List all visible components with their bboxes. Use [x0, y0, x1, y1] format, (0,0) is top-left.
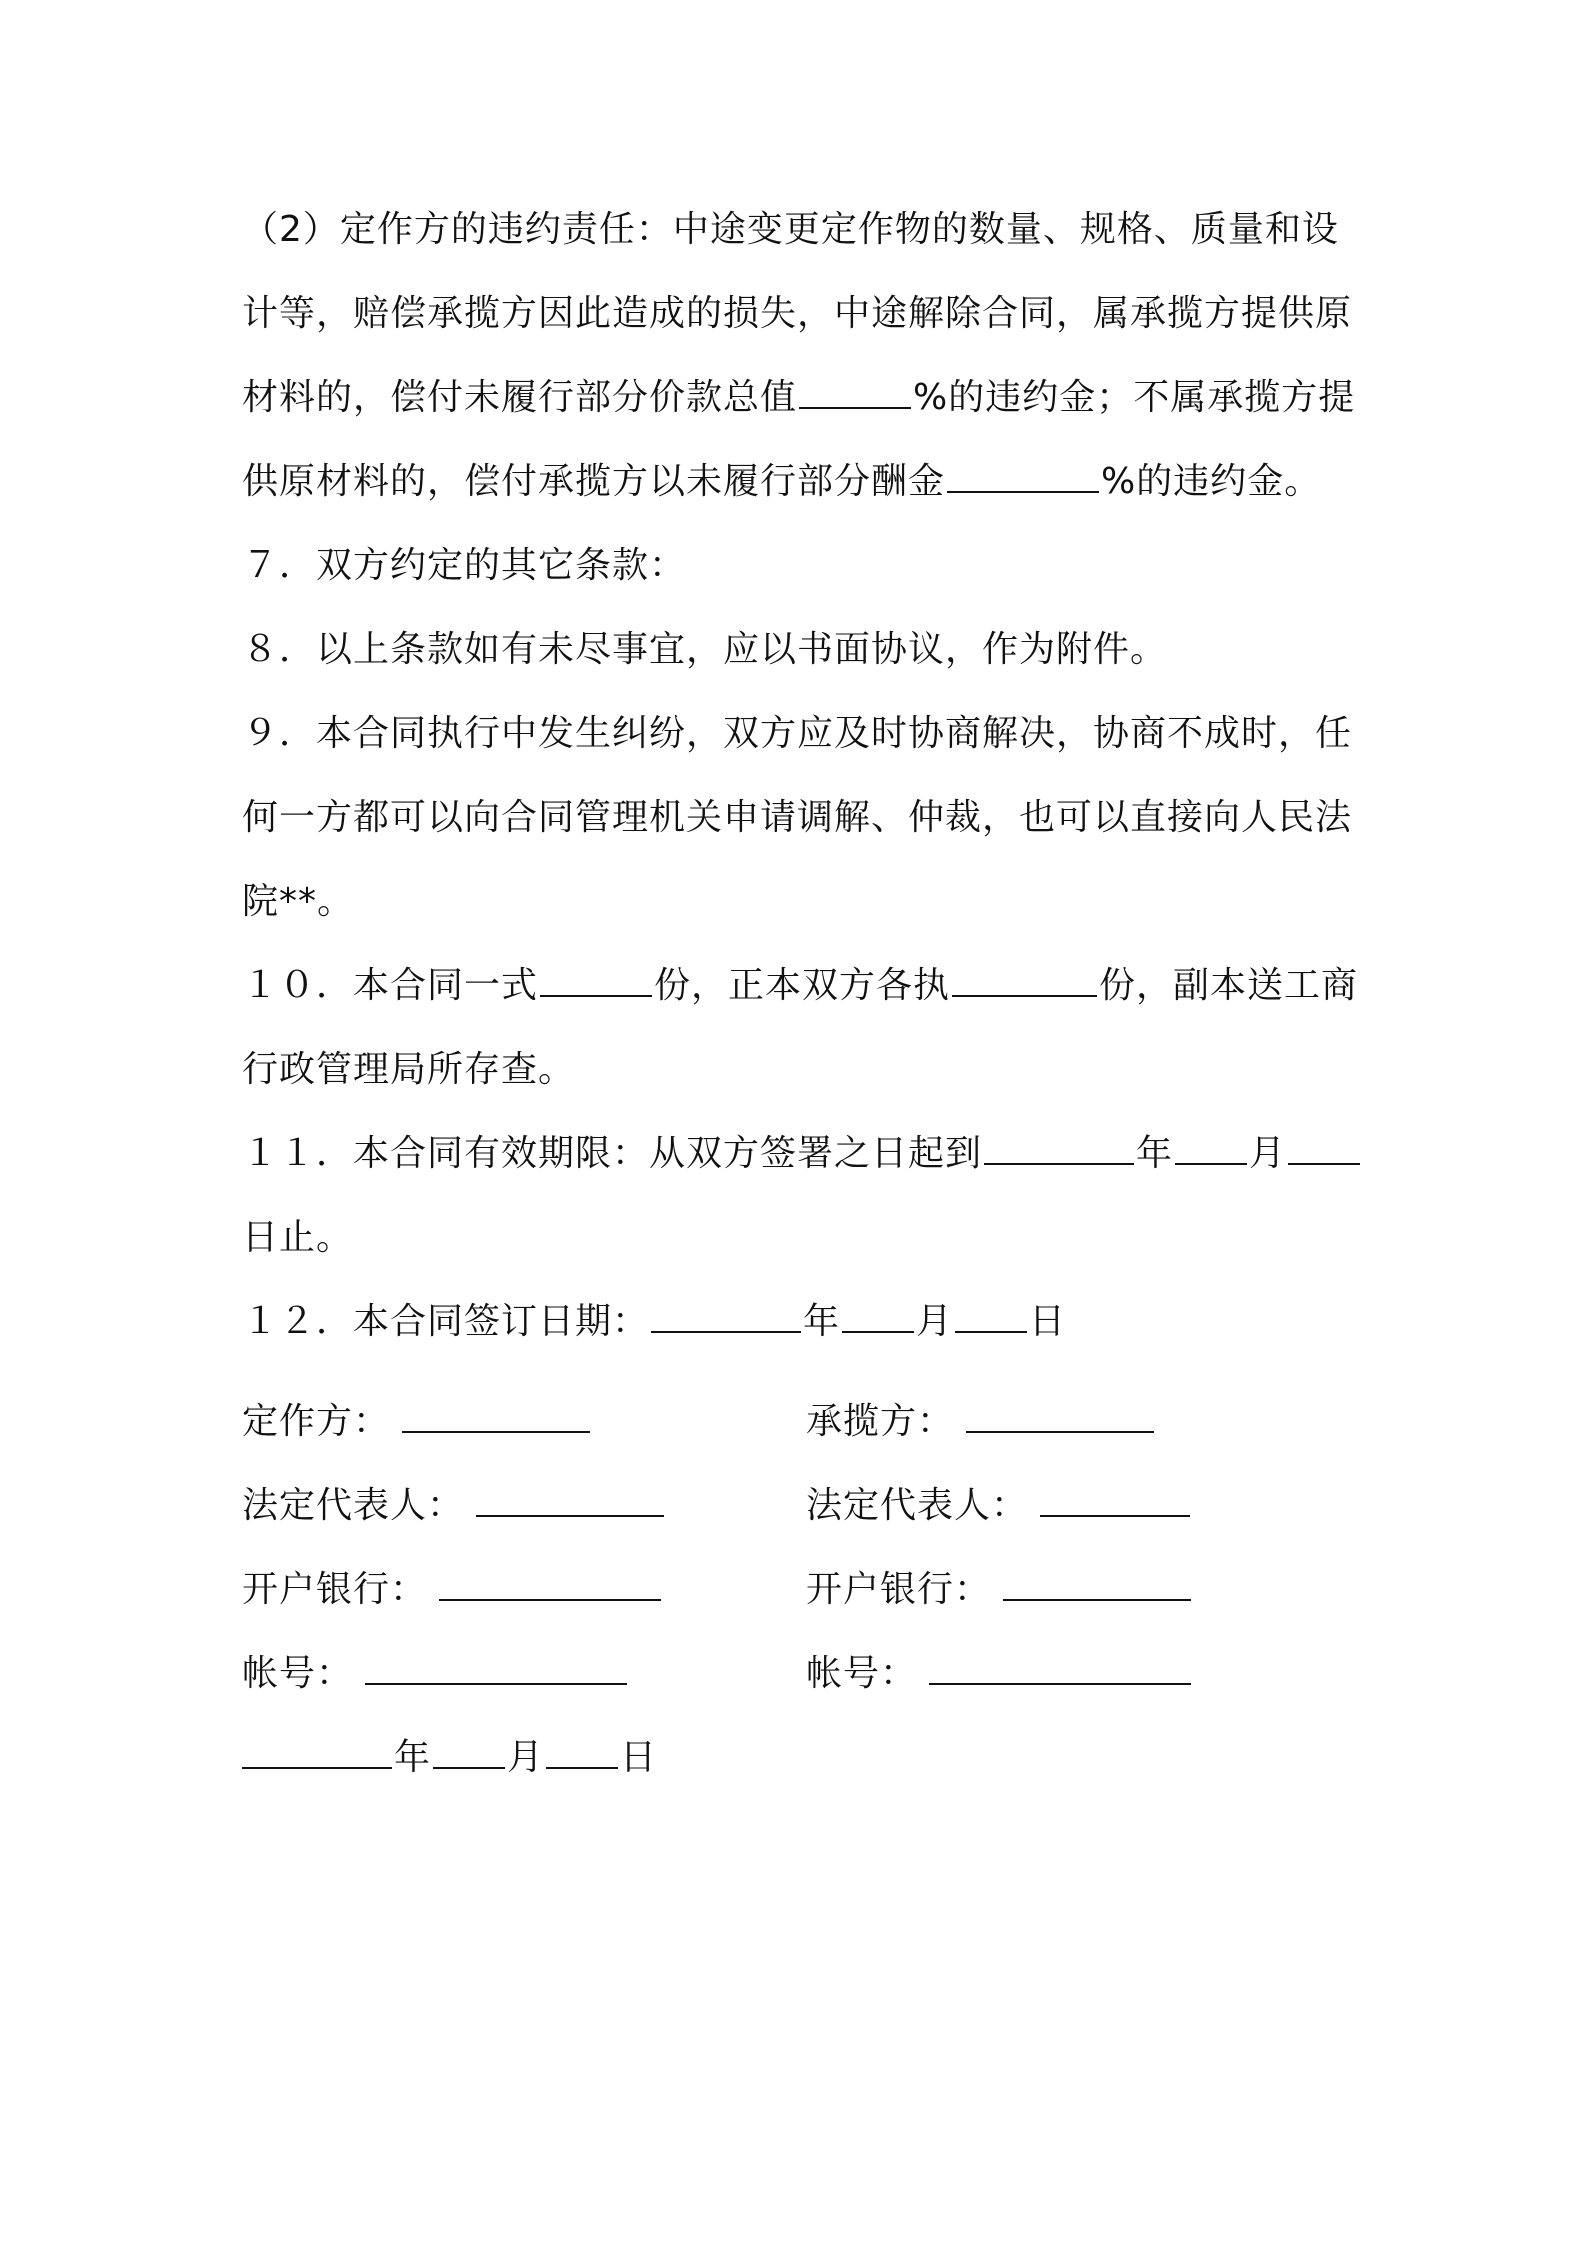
final-month-label: 月 — [507, 1737, 545, 1778]
copies-total-blank — [540, 965, 652, 997]
clause-6-2-line-2: 计等，赔偿承揽方因此造成的损失，中途解除合同，属承揽方提供原 — [242, 293, 1353, 334]
right-representative-row — [806, 1476, 1192, 1536]
left-representative-row — [242, 1476, 666, 1536]
right-account-label: 帐号： — [806, 1653, 918, 1694]
clause-9-line-3: 院**。 — [242, 881, 355, 922]
clause-11-text: １１．本合同有效期限：从双方签署之日起到 — [242, 1133, 983, 1174]
clause-6-2-line-4-tail: %的违约金。 — [1101, 461, 1322, 502]
right-party-label: 承揽方： — [806, 1401, 955, 1442]
clause-8 — [242, 608, 1362, 692]
clause-10-line-1 — [242, 944, 1362, 1028]
clause-6-2 — [242, 188, 1362, 524]
clause-10-text-c: 份，副本送工商 — [1099, 965, 1359, 1006]
clause-12 — [242, 1280, 1362, 1364]
signing-day-blank — [955, 1301, 1027, 1333]
right-bank-label: 开户银行： — [806, 1569, 992, 1610]
expiry-year-blank — [984, 1133, 1134, 1165]
clause-11-line-2: 日止。 — [242, 1217, 354, 1258]
clause-11-year-label: 年 — [1136, 1133, 1174, 1174]
total-price-percent-blank — [799, 377, 911, 409]
final-year-label: 年 — [394, 1737, 432, 1778]
clause-11 — [242, 1112, 1362, 1280]
copies-each-blank — [952, 965, 1097, 997]
clause-11-line-1 — [242, 1112, 1362, 1196]
clause-9 — [242, 692, 1362, 944]
final-date-row — [242, 1728, 657, 1788]
clause-6-2-line-3-text: 材料的，偿付未履行部分价款总值 — [242, 377, 798, 418]
signing-year-blank — [651, 1301, 801, 1333]
clause-9-line-2: 何一方都可以向合同管理机关申请调解、仲裁，也可以直接向人民法 — [242, 797, 1353, 838]
remuneration-percent-blank — [947, 461, 1099, 493]
clause-6-2-line-3-tail: %的违约金；不属承揽方提 — [913, 377, 1356, 418]
right-representative-label: 法定代表人： — [806, 1485, 1029, 1526]
final-day-label: 日 — [620, 1737, 658, 1778]
left-representative-blank — [476, 1485, 664, 1517]
expiry-day-blank — [1288, 1133, 1360, 1165]
clause-12-line — [242, 1280, 1362, 1364]
right-bank-blank — [1003, 1569, 1191, 1601]
clause-10-line-2: 行政管理局所存查。 — [242, 1049, 576, 1090]
clause-9-line-1: ９．本合同执行中发生纠纷，双方应及时协商解决，协商不成时，任 — [242, 713, 1353, 754]
clause-12-day-label: 日 — [1029, 1301, 1067, 1342]
left-party-row — [242, 1392, 592, 1452]
clause-11-month-label: 月 — [1249, 1133, 1287, 1174]
clause-10-text-b: 份，正本双方各执 — [654, 965, 951, 1006]
right-account-blank — [929, 1653, 1191, 1685]
clause-12-year-label: 年 — [803, 1301, 841, 1342]
final-year-blank — [242, 1737, 392, 1769]
clause-10 — [242, 944, 1362, 1112]
left-bank-row — [242, 1560, 663, 1620]
final-day-blank — [546, 1737, 618, 1769]
left-bank-label: 开户银行： — [242, 1569, 428, 1610]
left-account-row — [242, 1644, 629, 1704]
signing-month-blank — [842, 1301, 914, 1333]
clause-6-2-line-4-text: 供原材料的，偿付承揽方以未履行部分酬金 — [242, 461, 946, 502]
left-party-label: 定作方： — [242, 1401, 391, 1442]
clause-7-text: ７．双方约定的其它条款： — [242, 545, 687, 586]
right-bank-row — [806, 1560, 1193, 1620]
clause-7 — [242, 524, 1362, 608]
left-party-blank — [402, 1401, 590, 1433]
left-representative-label: 法定代表人： — [242, 1485, 465, 1526]
left-account-label: 帐号： — [242, 1653, 354, 1694]
right-party-row — [806, 1392, 1156, 1452]
clause-6-2-line-3 — [242, 356, 1362, 440]
clause-6-2-line-4 — [242, 440, 1362, 524]
right-representative-blank — [1040, 1485, 1190, 1517]
clause-6-2-line-1: （2）定作方的违约责任：中途变更定作物的数量、规格、质量和设 — [242, 209, 1339, 250]
right-party-blank — [966, 1401, 1154, 1433]
left-bank-blank — [439, 1569, 661, 1601]
final-month-blank — [433, 1737, 505, 1769]
clause-10-text-a: １０．本合同一式 — [242, 965, 539, 1006]
expiry-month-blank — [1175, 1133, 1247, 1165]
clause-12-text: １２．本合同签订日期： — [242, 1301, 650, 1342]
clause-8-text: ８．以上条款如有未尽事宜，应以书面协议，作为附件。 — [242, 629, 1168, 670]
clause-12-month-label: 月 — [916, 1301, 954, 1342]
left-account-blank — [365, 1653, 627, 1685]
right-account-row — [806, 1644, 1193, 1704]
